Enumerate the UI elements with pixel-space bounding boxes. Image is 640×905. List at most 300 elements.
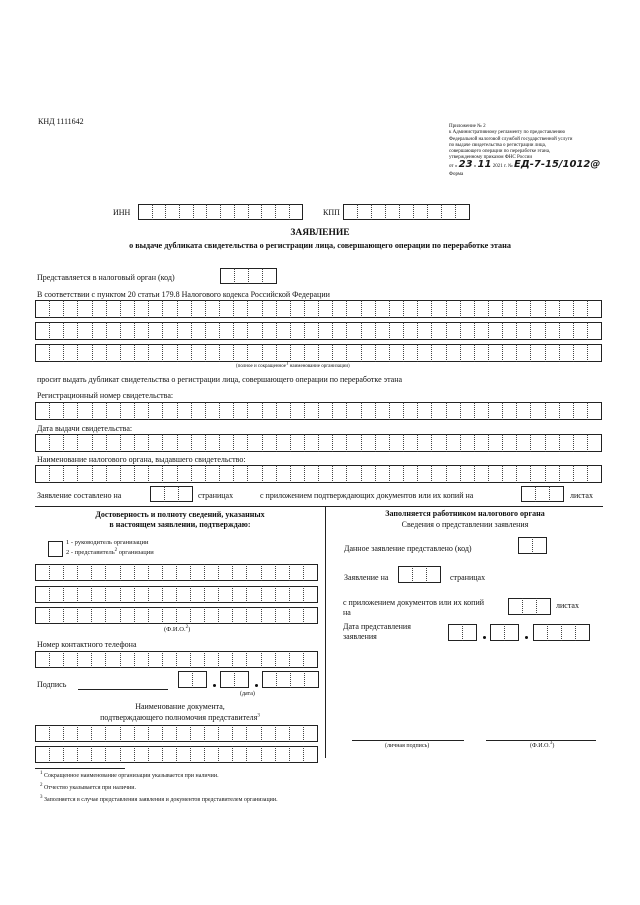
char-cell[interactable] xyxy=(151,486,165,502)
char-cell[interactable] xyxy=(149,586,163,603)
right-signature-line[interactable] xyxy=(352,740,464,741)
char-cell[interactable] xyxy=(347,344,361,362)
char-cell[interactable] xyxy=(522,486,536,502)
char-cell[interactable] xyxy=(574,322,588,340)
fio-grid-1[interactable] xyxy=(35,564,318,581)
char-cell[interactable] xyxy=(290,586,304,603)
char-cell[interactable] xyxy=(461,344,475,362)
char-cell[interactable] xyxy=(263,402,277,420)
char-cell[interactable] xyxy=(233,586,247,603)
char-cell[interactable] xyxy=(503,434,517,452)
char-cell[interactable] xyxy=(533,537,547,554)
char-cell[interactable] xyxy=(234,322,248,340)
char-cell[interactable] xyxy=(588,344,602,362)
char-cell[interactable] xyxy=(509,598,523,615)
char-cell[interactable] xyxy=(36,344,50,362)
char-cell[interactable] xyxy=(319,465,333,483)
char-cell[interactable] xyxy=(305,465,319,483)
char-cell[interactable] xyxy=(503,322,517,340)
char-cell[interactable] xyxy=(36,564,50,581)
char-cell[interactable] xyxy=(64,322,78,340)
char-cell[interactable] xyxy=(489,322,503,340)
char-cell[interactable] xyxy=(319,300,333,318)
char-cell[interactable] xyxy=(191,586,205,603)
char-cell[interactable] xyxy=(135,300,149,318)
char-cell[interactable] xyxy=(64,564,78,581)
char-cell[interactable] xyxy=(36,586,50,603)
char-cell[interactable] xyxy=(121,322,135,340)
char-cell[interactable] xyxy=(179,486,193,502)
char-cell[interactable] xyxy=(219,746,233,763)
char-cell[interactable] xyxy=(347,434,361,452)
char-cell[interactable] xyxy=(64,300,78,318)
char-cell[interactable] xyxy=(121,344,135,362)
char-cell[interactable] xyxy=(390,402,404,420)
char-cell[interactable] xyxy=(534,624,548,641)
char-cell[interactable] xyxy=(205,651,219,668)
char-cell[interactable] xyxy=(149,564,163,581)
char-cell[interactable] xyxy=(319,322,333,340)
char-cell[interactable] xyxy=(319,344,333,362)
char-cell[interactable] xyxy=(447,465,461,483)
char-cell[interactable] xyxy=(235,204,249,220)
org-name-grid-3[interactable] xyxy=(35,344,602,362)
char-cell[interactable] xyxy=(432,434,446,452)
submitted-code-grid[interactable] xyxy=(518,537,547,554)
char-cell[interactable] xyxy=(276,204,290,220)
char-cell[interactable] xyxy=(179,671,193,688)
char-cell[interactable] xyxy=(177,564,191,581)
fio-grid-2[interactable] xyxy=(35,586,318,603)
char-cell[interactable] xyxy=(193,671,207,688)
char-cell[interactable] xyxy=(107,402,121,420)
issuer-grid[interactable] xyxy=(35,465,602,483)
char-cell[interactable] xyxy=(546,465,560,483)
char-cell[interactable] xyxy=(247,564,261,581)
char-cell[interactable] xyxy=(64,746,78,763)
right-day-grid[interactable] xyxy=(448,624,477,641)
char-cell[interactable] xyxy=(276,725,290,742)
char-cell[interactable] xyxy=(489,344,503,362)
char-cell[interactable] xyxy=(121,402,135,420)
char-cell[interactable] xyxy=(149,344,163,362)
char-cell[interactable] xyxy=(461,434,475,452)
char-cell[interactable] xyxy=(121,651,135,668)
char-cell[interactable] xyxy=(219,564,233,581)
char-cell[interactable] xyxy=(262,607,276,624)
char-cell[interactable] xyxy=(165,486,179,502)
char-cell[interactable] xyxy=(344,204,358,220)
char-cell[interactable] xyxy=(220,434,234,452)
char-cell[interactable] xyxy=(475,300,489,318)
char-cell[interactable] xyxy=(291,465,305,483)
char-cell[interactable] xyxy=(93,434,107,452)
char-cell[interactable] xyxy=(78,746,92,763)
char-cell[interactable] xyxy=(205,607,219,624)
char-cell[interactable] xyxy=(78,607,92,624)
char-cell[interactable] xyxy=(121,300,135,318)
char-cell[interactable] xyxy=(36,651,50,668)
char-cell[interactable] xyxy=(517,344,531,362)
char-cell[interactable] xyxy=(262,651,276,668)
char-cell[interactable] xyxy=(263,434,277,452)
char-cell[interactable] xyxy=(263,300,277,318)
char-cell[interactable] xyxy=(305,322,319,340)
char-cell[interactable] xyxy=(78,300,92,318)
reg-number-grid[interactable] xyxy=(35,402,602,420)
char-cell[interactable] xyxy=(347,322,361,340)
char-cell[interactable] xyxy=(92,586,106,603)
char-cell[interactable] xyxy=(149,746,163,763)
char-cell[interactable] xyxy=(277,671,291,688)
char-cell[interactable] xyxy=(333,322,347,340)
char-cell[interactable] xyxy=(50,402,64,420)
char-cell[interactable] xyxy=(574,402,588,420)
char-cell[interactable] xyxy=(576,624,590,641)
char-cell[interactable] xyxy=(177,725,191,742)
char-cell[interactable] xyxy=(135,434,149,452)
pages-count-grid[interactable] xyxy=(150,486,193,502)
char-cell[interactable] xyxy=(546,344,560,362)
char-cell[interactable] xyxy=(177,607,191,624)
char-cell[interactable] xyxy=(178,300,192,318)
right-pages-grid[interactable] xyxy=(398,566,441,583)
char-cell[interactable] xyxy=(247,725,261,742)
char-cell[interactable] xyxy=(263,344,277,362)
char-cell[interactable] xyxy=(192,465,206,483)
char-cell[interactable] xyxy=(233,564,247,581)
char-cell[interactable] xyxy=(92,746,106,763)
char-cell[interactable] xyxy=(205,725,219,742)
char-cell[interactable] xyxy=(135,564,149,581)
char-cell[interactable] xyxy=(277,402,291,420)
char-cell[interactable] xyxy=(263,268,277,284)
char-cell[interactable] xyxy=(106,725,120,742)
char-cell[interactable] xyxy=(390,465,404,483)
char-cell[interactable] xyxy=(106,746,120,763)
char-cell[interactable] xyxy=(290,725,304,742)
char-cell[interactable] xyxy=(219,651,233,668)
char-cell[interactable] xyxy=(192,402,206,420)
char-cell[interactable] xyxy=(149,725,163,742)
char-cell[interactable] xyxy=(418,300,432,318)
char-cell[interactable] xyxy=(93,300,107,318)
char-cell[interactable] xyxy=(121,564,135,581)
char-cell[interactable] xyxy=(503,465,517,483)
char-cell[interactable] xyxy=(78,402,92,420)
char-cell[interactable] xyxy=(404,322,418,340)
char-cell[interactable] xyxy=(574,300,588,318)
char-cell[interactable] xyxy=(531,402,545,420)
char-cell[interactable] xyxy=(206,300,220,318)
char-cell[interactable] xyxy=(491,624,505,641)
char-cell[interactable] xyxy=(262,204,276,220)
right-sheets-grid[interactable] xyxy=(508,598,551,615)
char-cell[interactable] xyxy=(234,402,248,420)
char-cell[interactable] xyxy=(64,607,78,624)
char-cell[interactable] xyxy=(536,486,550,502)
char-cell[interactable] xyxy=(489,300,503,318)
char-cell[interactable] xyxy=(149,651,163,668)
char-cell[interactable] xyxy=(194,204,208,220)
char-cell[interactable] xyxy=(93,344,107,362)
char-cell[interactable] xyxy=(121,586,135,603)
char-cell[interactable] xyxy=(390,300,404,318)
char-cell[interactable] xyxy=(78,434,92,452)
char-cell[interactable] xyxy=(262,746,276,763)
char-cell[interactable] xyxy=(106,564,120,581)
char-cell[interactable] xyxy=(449,624,463,641)
char-cell[interactable] xyxy=(277,300,291,318)
char-cell[interactable] xyxy=(50,564,64,581)
char-cell[interactable] xyxy=(447,344,461,362)
char-cell[interactable] xyxy=(418,344,432,362)
char-cell[interactable] xyxy=(262,564,276,581)
signature-line[interactable] xyxy=(78,689,168,690)
char-cell[interactable] xyxy=(263,322,277,340)
char-cell[interactable] xyxy=(219,725,233,742)
char-cell[interactable] xyxy=(447,402,461,420)
char-cell[interactable] xyxy=(192,300,206,318)
char-cell[interactable] xyxy=(537,598,551,615)
char-cell[interactable] xyxy=(92,607,106,624)
char-cell[interactable] xyxy=(247,746,261,763)
char-cell[interactable] xyxy=(442,204,456,220)
char-cell[interactable] xyxy=(149,434,163,452)
phone-grid[interactable] xyxy=(35,651,318,668)
char-cell[interactable] xyxy=(234,434,248,452)
tax-authority-code-grid[interactable] xyxy=(220,268,277,284)
doc-grid-1[interactable] xyxy=(35,725,318,742)
char-cell[interactable] xyxy=(333,465,347,483)
char-cell[interactable] xyxy=(262,586,276,603)
char-cell[interactable] xyxy=(276,607,290,624)
char-cell[interactable] xyxy=(503,402,517,420)
char-cell[interactable] xyxy=(233,746,247,763)
char-cell[interactable] xyxy=(517,300,531,318)
char-cell[interactable] xyxy=(206,322,220,340)
char-cell[interactable] xyxy=(390,434,404,452)
char-cell[interactable] xyxy=(305,671,319,688)
char-cell[interactable] xyxy=(205,746,219,763)
char-cell[interactable] xyxy=(276,746,290,763)
sheets-count-grid[interactable] xyxy=(521,486,564,502)
char-cell[interactable] xyxy=(461,300,475,318)
char-cell[interactable] xyxy=(291,402,305,420)
char-cell[interactable] xyxy=(50,322,64,340)
char-cell[interactable] xyxy=(290,607,304,624)
char-cell[interactable] xyxy=(432,300,446,318)
char-cell[interactable] xyxy=(78,465,92,483)
char-cell[interactable] xyxy=(107,465,121,483)
char-cell[interactable] xyxy=(92,725,106,742)
char-cell[interactable] xyxy=(206,465,220,483)
char-cell[interactable] xyxy=(177,746,191,763)
char-cell[interactable] xyxy=(531,300,545,318)
char-cell[interactable] xyxy=(290,564,304,581)
char-cell[interactable] xyxy=(588,434,602,452)
char-cell[interactable] xyxy=(404,402,418,420)
char-cell[interactable] xyxy=(418,322,432,340)
char-cell[interactable] xyxy=(163,402,177,420)
char-cell[interactable] xyxy=(235,671,249,688)
char-cell[interactable] xyxy=(333,300,347,318)
char-cell[interactable] xyxy=(517,465,531,483)
char-cell[interactable] xyxy=(347,402,361,420)
char-cell[interactable] xyxy=(475,322,489,340)
char-cell[interactable] xyxy=(135,586,149,603)
char-cell[interactable] xyxy=(427,566,441,583)
char-cell[interactable] xyxy=(517,322,531,340)
char-cell[interactable] xyxy=(319,434,333,452)
char-cell[interactable] xyxy=(574,465,588,483)
char-cell[interactable] xyxy=(560,465,574,483)
char-cell[interactable] xyxy=(50,607,64,624)
char-cell[interactable] xyxy=(248,465,262,483)
char-cell[interactable] xyxy=(503,300,517,318)
char-cell[interactable] xyxy=(153,204,167,220)
fio-grid-3[interactable] xyxy=(35,607,318,624)
char-cell[interactable] xyxy=(531,344,545,362)
char-cell[interactable] xyxy=(106,607,120,624)
char-cell[interactable] xyxy=(263,465,277,483)
char-cell[interactable] xyxy=(92,651,106,668)
char-cell[interactable] xyxy=(362,402,376,420)
char-cell[interactable] xyxy=(263,671,277,688)
char-cell[interactable] xyxy=(247,586,261,603)
char-cell[interactable] xyxy=(220,300,234,318)
char-cell[interactable] xyxy=(305,344,319,362)
char-cell[interactable] xyxy=(135,402,149,420)
char-cell[interactable] xyxy=(78,344,92,362)
char-cell[interactable] xyxy=(180,204,194,220)
char-cell[interactable] xyxy=(574,344,588,362)
char-cell[interactable] xyxy=(319,402,333,420)
char-cell[interactable] xyxy=(191,746,205,763)
char-cell[interactable] xyxy=(192,434,206,452)
char-cell[interactable] xyxy=(234,465,248,483)
char-cell[interactable] xyxy=(64,586,78,603)
char-cell[interactable] xyxy=(93,322,107,340)
char-cell[interactable] xyxy=(276,586,290,603)
char-cell[interactable] xyxy=(562,624,576,641)
char-cell[interactable] xyxy=(291,300,305,318)
char-cell[interactable] xyxy=(475,344,489,362)
char-cell[interactable] xyxy=(221,204,235,220)
char-cell[interactable] xyxy=(50,586,64,603)
char-cell[interactable] xyxy=(304,564,318,581)
char-cell[interactable] xyxy=(50,465,64,483)
char-cell[interactable] xyxy=(390,322,404,340)
char-cell[interactable] xyxy=(235,268,249,284)
char-cell[interactable] xyxy=(206,434,220,452)
char-cell[interactable] xyxy=(50,725,64,742)
char-cell[interactable] xyxy=(247,651,261,668)
char-cell[interactable] xyxy=(220,322,234,340)
char-cell[interactable] xyxy=(78,564,92,581)
char-cell[interactable] xyxy=(64,651,78,668)
char-cell[interactable] xyxy=(248,322,262,340)
char-cell[interactable] xyxy=(78,586,92,603)
char-cell[interactable] xyxy=(64,434,78,452)
char-cell[interactable] xyxy=(290,204,304,220)
char-cell[interactable] xyxy=(475,465,489,483)
char-cell[interactable] xyxy=(304,586,318,603)
doc-grid-2[interactable] xyxy=(35,746,318,763)
char-cell[interactable] xyxy=(50,434,64,452)
char-cell[interactable] xyxy=(505,624,519,641)
char-cell[interactable] xyxy=(432,465,446,483)
char-cell[interactable] xyxy=(64,344,78,362)
char-cell[interactable] xyxy=(121,725,135,742)
char-cell[interactable] xyxy=(475,434,489,452)
signer-type-box[interactable] xyxy=(48,541,63,557)
char-cell[interactable] xyxy=(447,322,461,340)
sign-month-grid[interactable] xyxy=(220,671,249,688)
char-cell[interactable] xyxy=(560,402,574,420)
char-cell[interactable] xyxy=(36,434,50,452)
char-cell[interactable] xyxy=(206,402,220,420)
char-cell[interactable] xyxy=(428,204,442,220)
char-cell[interactable] xyxy=(93,465,107,483)
char-cell[interactable] xyxy=(191,651,205,668)
char-cell[interactable] xyxy=(461,402,475,420)
char-cell[interactable] xyxy=(135,465,149,483)
char-cell[interactable] xyxy=(461,465,475,483)
char-cell[interactable] xyxy=(121,434,135,452)
char-cell[interactable] xyxy=(221,671,235,688)
char-cell[interactable] xyxy=(414,204,428,220)
char-cell[interactable] xyxy=(463,624,477,641)
char-cell[interactable] xyxy=(178,465,192,483)
char-cell[interactable] xyxy=(489,465,503,483)
char-cell[interactable] xyxy=(386,204,400,220)
char-cell[interactable] xyxy=(205,564,219,581)
right-year-grid[interactable] xyxy=(533,624,590,641)
char-cell[interactable] xyxy=(36,402,50,420)
char-cell[interactable] xyxy=(121,465,135,483)
char-cell[interactable] xyxy=(135,607,149,624)
char-cell[interactable] xyxy=(588,322,602,340)
char-cell[interactable] xyxy=(550,486,564,502)
char-cell[interactable] xyxy=(390,344,404,362)
char-cell[interactable] xyxy=(305,402,319,420)
char-cell[interactable] xyxy=(107,344,121,362)
char-cell[interactable] xyxy=(149,402,163,420)
char-cell[interactable] xyxy=(107,322,121,340)
char-cell[interactable] xyxy=(304,746,318,763)
char-cell[interactable] xyxy=(36,322,50,340)
char-cell[interactable] xyxy=(489,402,503,420)
char-cell[interactable] xyxy=(560,344,574,362)
char-cell[interactable] xyxy=(248,300,262,318)
char-cell[interactable] xyxy=(121,746,135,763)
char-cell[interactable] xyxy=(291,344,305,362)
char-cell[interactable] xyxy=(404,465,418,483)
char-cell[interactable] xyxy=(291,434,305,452)
char-cell[interactable] xyxy=(233,607,247,624)
char-cell[interactable] xyxy=(163,746,177,763)
char-cell[interactable] xyxy=(234,300,248,318)
char-cell[interactable] xyxy=(166,204,180,220)
char-cell[interactable] xyxy=(149,607,163,624)
char-cell[interactable] xyxy=(50,344,64,362)
char-cell[interactable] xyxy=(305,434,319,452)
char-cell[interactable] xyxy=(333,402,347,420)
char-cell[interactable] xyxy=(135,725,149,742)
char-cell[interactable] xyxy=(304,651,318,668)
char-cell[interactable] xyxy=(358,204,372,220)
